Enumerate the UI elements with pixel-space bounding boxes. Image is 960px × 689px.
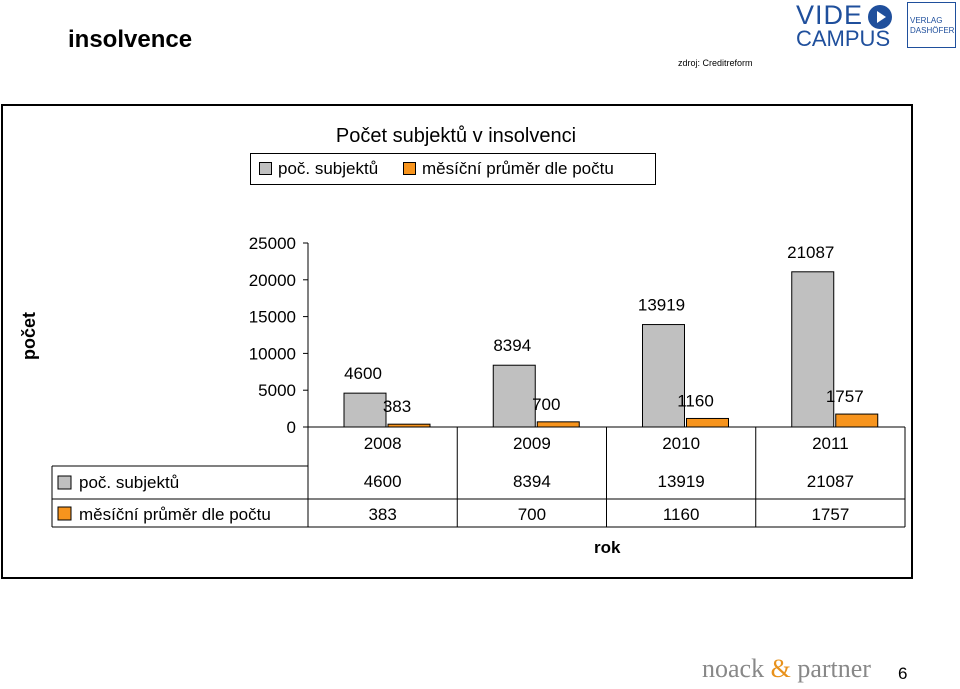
x-tick-label: 2010 [662,434,701,453]
table-cell-monthly: 383 [368,505,397,524]
bar-subjects [344,393,386,427]
y-tick-label: 5000 [258,381,296,401]
y-tick-label: 25000 [248,234,296,253]
data-label-monthly: 1160 [677,391,714,411]
x-tick-label: 2011 [812,434,849,453]
brand-amp: & [770,654,791,683]
table-swatch-subjects [58,476,71,489]
brand-right: partner [797,654,871,683]
bar-subjects [493,365,535,427]
table-cell-subjects: 13919 [657,472,705,491]
logo-video-text: VIDE [796,0,864,30]
y-tick-label: 15000 [248,307,296,327]
table-swatch-monthly [58,507,71,520]
legend-label-monthly: měsíční průměr dle počtu [422,159,614,178]
logo-campus-text: CAMPUS [796,26,891,51]
data-label-monthly: 700 [532,394,561,414]
brand-left: noack [702,654,765,683]
data-label-subjects: 13919 [637,295,686,315]
page-number: 6 [898,664,908,683]
data-label-subjects: 21087 [787,242,835,262]
table-header-monthly: měsíční průměr dle počtu [79,505,271,524]
logo-dashofer-text: DASHÖFER [910,26,955,35]
table-cell-monthly: 1757 [811,505,850,524]
x-tick-label: 2008 [363,434,402,453]
bar-subjects [643,325,685,427]
table-cell-subjects: 4600 [363,472,402,491]
table-cell-subjects: 8394 [512,472,551,491]
logo-verlag-text: VERLAG [910,16,943,25]
bar-monthly [537,422,579,427]
x-axis-label: rok [594,538,621,557]
data-label-subjects: 4600 [344,364,382,384]
y-axis-label: počet [19,311,39,360]
data-label-subjects: 8394 [493,336,532,356]
y-tick-label: 10000 [248,344,296,364]
x-tick-label: 2009 [512,434,551,453]
data-label-monthly: 1757 [825,387,864,407]
table-cell-monthly: 700 [517,505,547,524]
source-note: zdroj: Creditreform [678,58,753,68]
bar-monthly [388,424,430,427]
bar-monthly [687,418,729,427]
table-header-subjects: poč. subjektů [79,473,180,492]
table-cell-monthly: 1160 [662,505,700,524]
y-tick-label: 0 [286,418,296,437]
data-label-monthly: 383 [382,397,412,417]
chart-title: Počet subjektů v insolvenci [335,125,577,147]
slide-title: insolvence [68,26,193,53]
noack-partner-logo [702,654,871,684]
legend-label-subjects: poč. subjektů [278,159,379,178]
y-tick-label: 20000 [248,270,296,290]
bar-monthly [836,414,878,427]
table-cell-subjects: 21087 [806,472,855,491]
